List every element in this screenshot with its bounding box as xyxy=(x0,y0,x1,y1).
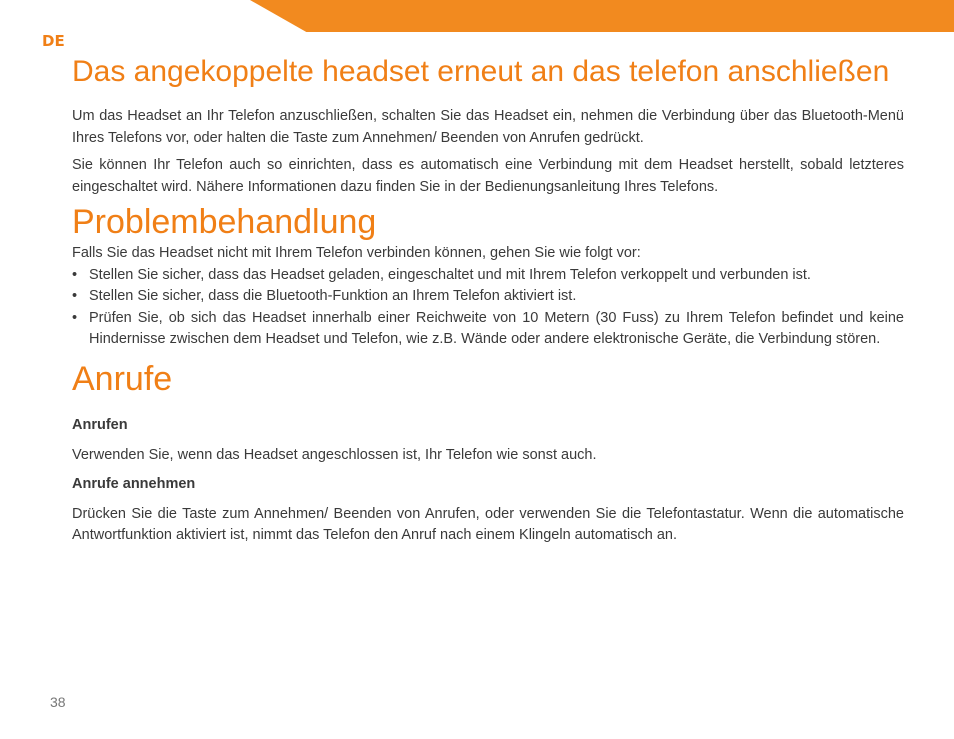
list-item xyxy=(72,265,904,287)
subheading-making-calls: Anrufen xyxy=(72,417,128,434)
paragraph-answering-calls: Drücken Sie die Taste zum Annehmen/ Beenden von Anrufen, oder verwenden Sie die Telefontastatur. Wenn die automatische Antwortfunktion aktiviert ist, nimmt das Telefon den Anruf nach einem Klingeln automatisch an. xyxy=(72,505,904,544)
section-title-reconnect: Das angekoppelte headset erneut an das telefon anschließen xyxy=(72,55,890,88)
subheading-answering-calls: Anrufe annehmen xyxy=(72,476,196,493)
list-item-text: Prüfen Sie, ob sich das Headset innerhalb einer Reichweite von 10 Metern (30 Fuss) zu Ihrem Telefon befindet und keine Hindernisse zwischen dem Headset und Telefon, wie z.B. Wände oder andere elektronische Geräte, die Verbindung stören. xyxy=(89,309,904,348)
list-item xyxy=(72,308,904,351)
bullet-glyph: • xyxy=(72,266,78,283)
section-title-calls: Anrufe xyxy=(72,359,173,398)
bullet-glyph: • xyxy=(72,288,78,305)
page-content xyxy=(72,56,904,547)
list-item-text: Stellen Sie sicher, dass das Headset geladen, eingeschaltet und mit Ihrem Telefon verkoppelt und verbunden ist. xyxy=(89,266,811,283)
troubleshooting-list xyxy=(72,265,904,351)
section-title-troubleshooting: Problembehandlung xyxy=(72,203,377,242)
paragraph-reconnect-1: Um das Headset an Ihr Telefon anzuschließen, schalten Sie das Headset ein, nehmen die Verbindung über das Bluetooth-Menü Ihres Telefons vor, oder halten die Taste zum Annehmen/ Beenden von Anrufen gedrückt. xyxy=(72,108,904,146)
list-item-text: Stellen Sie sicher, dass die Bluetooth-Funktion an Ihrem Telefon aktiviert ist. xyxy=(89,288,577,305)
bullet-glyph: • xyxy=(72,309,78,326)
paragraph-reconnect-2: Sie können Ihr Telefon auch so einrichten, dass es automatisch eine Verbindung mit dem Headset herstellt, sobald letzteres eingeschaltet wird. Nähere Informationen dazu finden Sie in der Bedienungsanleitung Ihres Telefons. xyxy=(72,157,904,195)
list-item xyxy=(72,286,904,308)
page-number: 38 xyxy=(50,694,66,710)
header-accent-bar xyxy=(250,0,954,32)
paragraph-making-calls: Verwenden Sie, wenn das Headset angeschlossen ist, Ihr Telefon wie sonst auch. xyxy=(72,446,597,463)
language-code: DE xyxy=(42,32,65,50)
paragraph-troubleshooting-intro: Falls Sie das Headset nicht mit Ihrem Telefon verbinden können, gehen Sie wie folgt vor: xyxy=(72,245,641,262)
